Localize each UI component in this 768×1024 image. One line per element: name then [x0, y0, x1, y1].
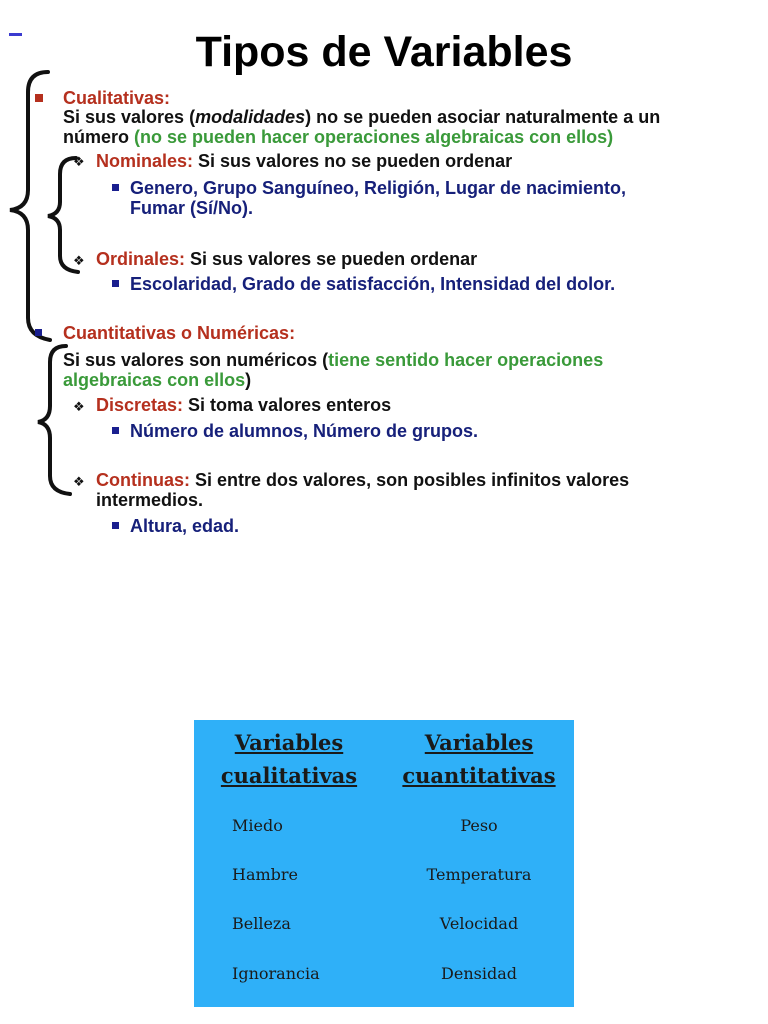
cualitativas-desc-line1: Si sus valores (modalidades) no se pueden asociar naturalmente a un — [63, 107, 661, 127]
table-header-cuantitativas: Variables cuantitativas — [402, 730, 556, 788]
bullet-square-icon — [112, 522, 119, 529]
diamond-bullet-icon: ❖ — [73, 154, 85, 169]
continuas-line2: intermedios. — [96, 490, 204, 510]
ordinales-line: Ordinales: Si sus valores se pueden ordenar — [96, 249, 478, 269]
table-cell-left: Belleza — [232, 914, 291, 933]
bullet-square-icon — [35, 94, 43, 102]
table-cell-right: Velocidad — [439, 914, 519, 933]
nominales-examples-line1: Genero, Grupo Sanguíneo, Religión, Lugar de nacimiento, — [130, 178, 627, 198]
discretas-line: Discretas: Si toma valores enteros — [96, 395, 392, 415]
continuas-examples: Altura, edad. — [130, 516, 240, 536]
cuantitativas-desc-line1: Si sus valores son numéricos (tiene sentido hacer operaciones — [63, 350, 604, 370]
table-header-cualitativas: Variables cualitativas — [220, 730, 358, 788]
discretas-examples: Número de alumnos, Número de grupos. — [130, 421, 479, 441]
table-cell-right: Temperatura — [426, 865, 532, 884]
nominales-examples-line2: Fumar (Sí/No). — [130, 198, 254, 218]
variables-table — [194, 720, 574, 1007]
bullet-square-icon — [112, 427, 119, 434]
table-cell-right: Peso — [460, 816, 498, 835]
diamond-bullet-icon: ❖ — [73, 399, 85, 414]
brace-cualitativas — [10, 72, 50, 340]
table-cell-left: Hambre — [232, 865, 299, 884]
cualitativas-heading: Cualitativas: — [63, 88, 171, 108]
ordinales-examples: Escolaridad, Grado de satisfacción, Intensidad del dolor. — [130, 274, 616, 294]
slide-title: Tipos de Variables — [195, 28, 573, 76]
cuantitativas-desc-line2: algebraicas con ellos) — [63, 370, 252, 390]
diamond-bullet-icon: ❖ — [73, 253, 85, 268]
table-cell-left: Ignorancia — [232, 964, 320, 983]
bullet-square-icon — [112, 280, 119, 287]
bullet-square-icon — [112, 184, 119, 191]
bullet-square-icon — [35, 329, 42, 336]
table-cell-left: Miedo — [232, 816, 283, 835]
table-cell-right: Densidad — [441, 964, 517, 983]
nominales-line: Nominales: Si sus valores no se pueden ordenar — [96, 151, 513, 171]
diamond-bullet-icon: ❖ — [73, 474, 85, 489]
cualitativas-desc-line2: número (no se pueden hacer operaciones algebraicas con ellos) — [63, 127, 614, 147]
continuas-line: Continuas: Si entre dos valores, son posibles infinitos valores — [96, 470, 630, 490]
cuantitativas-heading: Cuantitativas o Numéricas: — [63, 323, 296, 343]
